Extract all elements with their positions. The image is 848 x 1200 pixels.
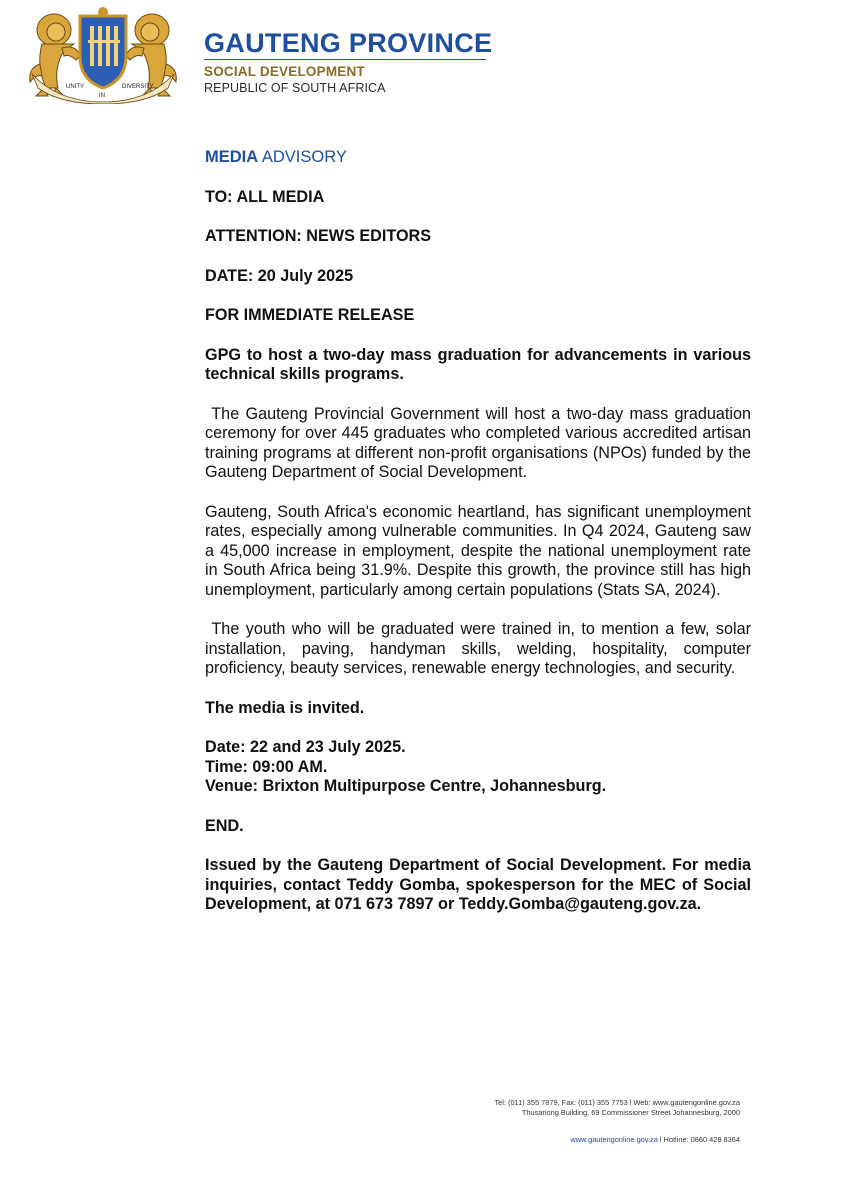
advisory-label <box>205 148 751 168</box>
issued-by: Issued by the Gauteng Department of Social Development. For media inquiries, contact Teddy Gomba, spokesperson for the MEC of Social Development, at 071 673 7897 or Teddy.Gomba@gauteng.gov.za. <box>205 856 751 913</box>
footer-web <box>570 1135 740 1145</box>
footer-web-link[interactable]: www.gautengonline.gov.za <box>570 1135 658 1144</box>
letterhead <box>204 28 492 58</box>
date-line: DATE: 20 July 2025 <box>205 266 354 285</box>
crest-motto-right: DIVERSITY <box>122 84 154 90</box>
footer-contact-line: Tel: (011) 355 7879, Fax: (011) 355 7753 l Web: www.gautengonline.gov.za <box>494 1098 740 1107</box>
event-venue: Venue: Brixton Multipurpose Centre, Johannesburg. <box>205 777 607 795</box>
to-line: TO: ALL MEDIA <box>205 187 325 206</box>
attention-line: ATTENTION: NEWS EDITORS <box>205 227 432 245</box>
footer-hotline: l Hotline: 0860 428 8364 <box>657 1135 740 1144</box>
advisory-label-bold: MEDIA <box>205 148 259 166</box>
body-paragraph-3: The youth who will be graduated were trained in, to mention a few, solar installation, paving, handyman skills, welding, hospitality, computer proficiency, beauty services, renewable energy technologies, and security. <box>205 620 756 677</box>
body-paragraph-2: Gauteng, South Africa's economic heartland, has significant unemployment rates, especially among vulnerable communities. In Q4 2024, Gauteng saw a 45,000 increase in employment, despite the national unemployment rate in South Africa being 31.9%. Despite this growth, the province still has high unemployment, particularly among certain populations (Stats SA, 2024). <box>205 502 751 599</box>
event-date: Date: 22 and 23 July 2025. <box>205 738 406 756</box>
org-name: GAUTENG PROVINCE <box>204 28 493 58</box>
release-line: FOR IMMEDIATE RELEASE <box>205 306 415 324</box>
gauteng-coat-of-arms <box>18 4 188 104</box>
body-paragraph-1: The Gauteng Provincial Government will host a two-day mass graduation ceremony for over 445 graduates who completed various accredited artisan training programs at different non-profit organisations (NPOs) funded by the Gauteng Department of Social Development. <box>205 404 756 481</box>
advisory-label-rest: ADVISORY <box>258 148 347 166</box>
letterhead-rule <box>204 59 486 60</box>
footer-address: Thusanong Building, 69 Commissioner Street Johannesburg, 2000 <box>521 1108 740 1117</box>
invite-line: The media is invited. <box>205 698 365 717</box>
advisory-body <box>205 148 756 915</box>
country-name: REPUBLIC OF SOUTH AFRICA <box>204 81 386 95</box>
crest-motto-left: UNITY <box>66 84 84 90</box>
department-name: SOCIAL DEVELOPMENT <box>204 64 365 79</box>
footer-contact <box>494 1098 740 1118</box>
crest-motto-center: IN <box>99 93 105 99</box>
event-time: Time: 09:00 AM. <box>205 757 328 776</box>
shield-icon <box>80 7 126 88</box>
end-line: END. <box>205 816 244 835</box>
headline: GPG to host a two-day mass graduation for advancements in various technical skills programs. <box>205 345 751 383</box>
